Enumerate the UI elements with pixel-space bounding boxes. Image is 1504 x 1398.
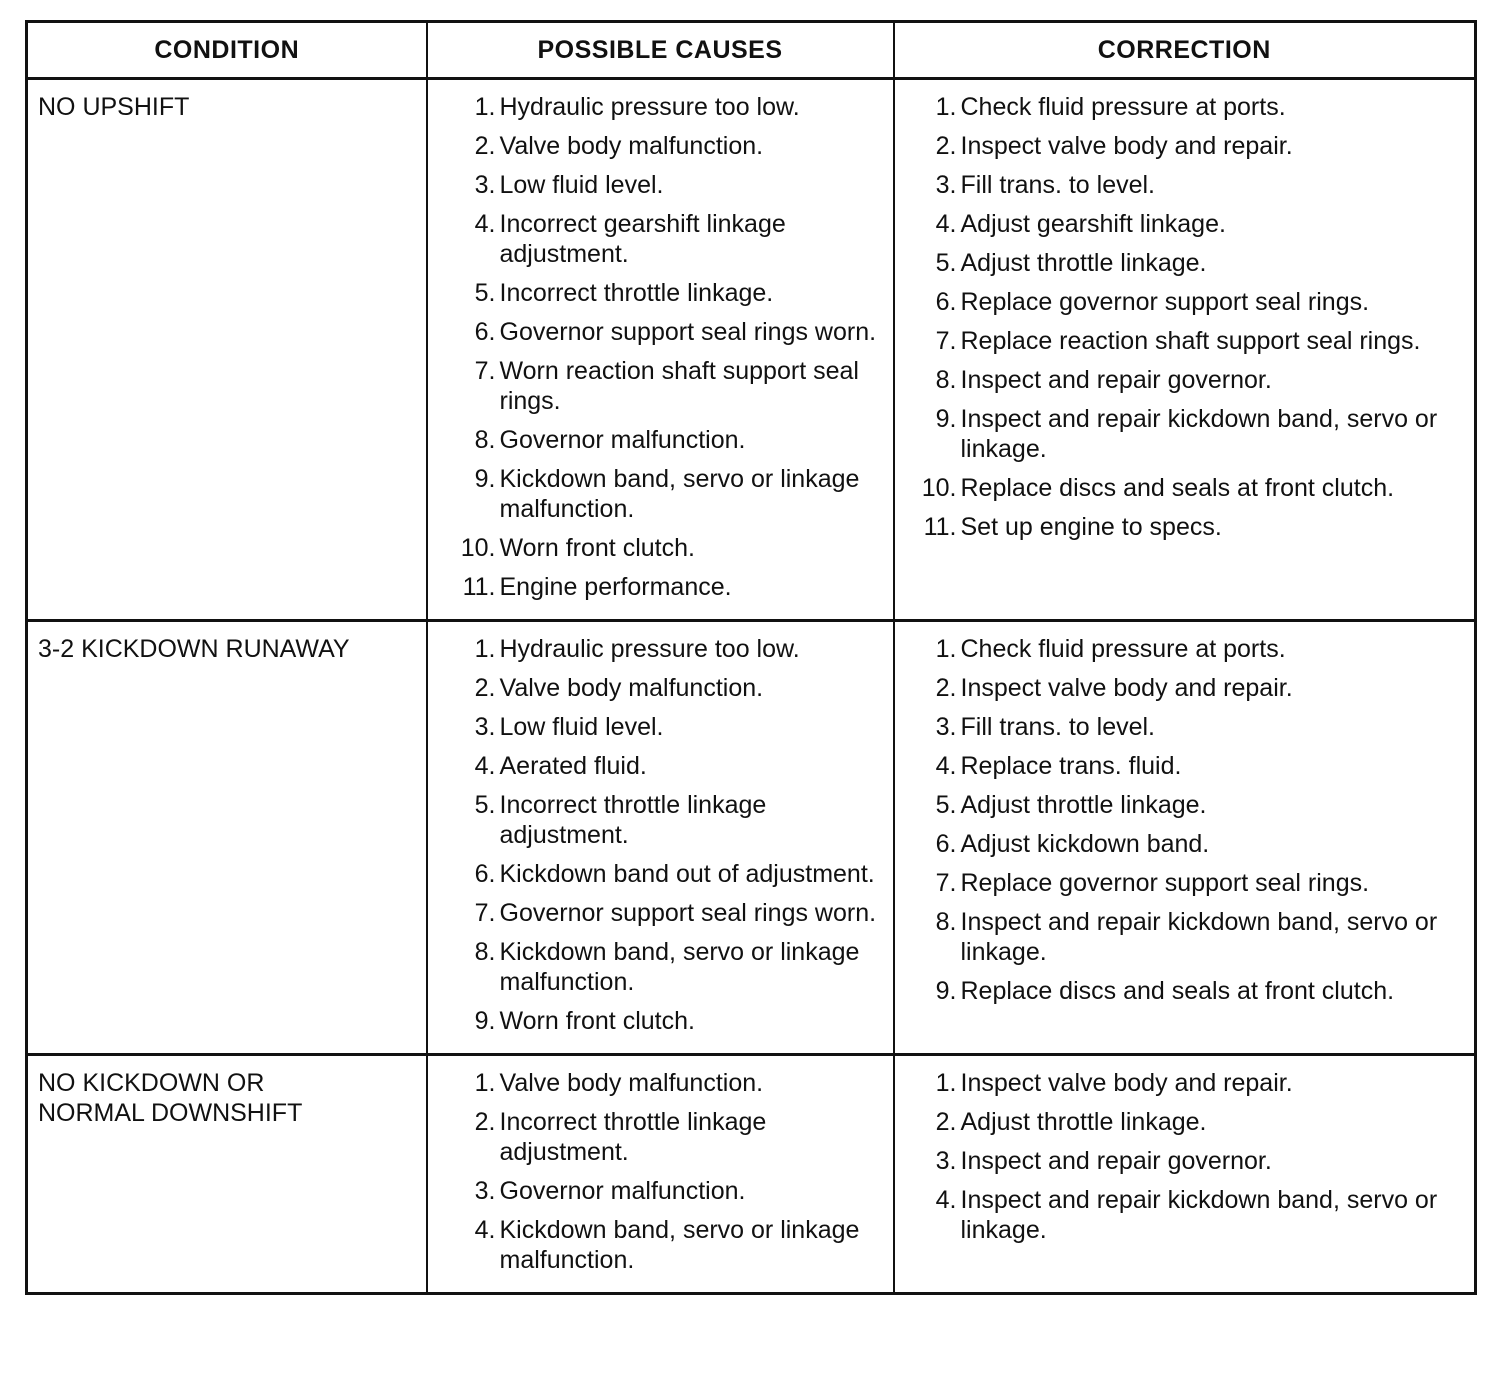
item-text: Replace discs and seals at front clutch.: [960, 977, 1395, 1005]
item-number: 1.: [935, 1069, 957, 1097]
item-text: Valve body malfunction.: [499, 132, 764, 160]
cause-item: [448, 356, 887, 416]
item-number: 7.: [935, 869, 957, 897]
item-number: 5.: [935, 249, 957, 277]
item-text: Adjust throttle linkage.: [960, 249, 1207, 277]
header-condition: CONDITION: [27, 22, 427, 79]
item-text: Set up engine to specs.: [960, 513, 1222, 541]
item-number: 9.: [474, 465, 496, 493]
item-text: Adjust gearshift linkage.: [960, 210, 1226, 238]
item-text: Incorrect throttle linkage adjustment.: [499, 1108, 767, 1166]
causes-cell: [427, 621, 894, 1055]
item-number: 2.: [935, 674, 957, 702]
correction-item: [909, 512, 1469, 542]
item-number: 6.: [935, 288, 957, 316]
item-number: 2.: [935, 132, 957, 160]
item-number: 3.: [935, 713, 957, 741]
item-text: Engine performance.: [499, 573, 732, 601]
item-number: 2.: [474, 674, 496, 702]
item-text: Kickdown band, servo or linkage malfunction.: [499, 1216, 860, 1274]
condition-text: 3-2 KICKDOWN RUNAWAY: [38, 635, 350, 663]
correction-item: [909, 1146, 1469, 1176]
item-text: Adjust throttle linkage.: [960, 791, 1207, 819]
item-text: Adjust throttle linkage.: [960, 1108, 1207, 1136]
condition-cell: [27, 79, 427, 621]
item-number: 1.: [474, 635, 496, 663]
item-number: 8.: [935, 908, 957, 936]
item-text: Inspect and repair kickdown band, servo or linkage.: [960, 405, 1438, 463]
correction-item: [909, 790, 1469, 820]
item-number: 4.: [474, 1216, 496, 1244]
item-text: Hydraulic pressure too low.: [499, 635, 800, 663]
cause-item: [448, 425, 887, 455]
cause-item: [448, 790, 887, 850]
cause-item: [448, 1215, 887, 1275]
item-number: 8.: [474, 938, 496, 966]
item-number: 2.: [474, 132, 496, 160]
item-number: 5.: [474, 279, 496, 307]
item-text: Incorrect throttle linkage adjustment.: [499, 791, 767, 849]
item-text: Adjust kickdown band.: [960, 830, 1210, 858]
item-text: Check fluid pressure at ports.: [960, 635, 1286, 663]
item-text: Worn front clutch.: [499, 534, 695, 562]
item-text: Fill trans. to level.: [960, 171, 1156, 199]
item-text: Replace discs and seals at front clutch.: [960, 474, 1395, 502]
correction-cell: [894, 79, 1476, 621]
item-number: 11.: [923, 513, 957, 541]
item-number: 3.: [474, 713, 496, 741]
item-number: 2.: [935, 1108, 957, 1136]
causes-cell: [427, 79, 894, 621]
condition-cell: [27, 1055, 427, 1294]
item-number: 5.: [935, 791, 957, 819]
condition-text: NO KICKDOWN OR NORMAL DOWNSHIFT: [38, 1069, 303, 1127]
correction-item: [909, 907, 1469, 967]
cause-item: [448, 937, 887, 997]
item-number: 7.: [935, 327, 957, 355]
cause-item: [448, 1107, 887, 1167]
item-text: Inspect valve body and repair.: [960, 674, 1293, 702]
item-text: Replace reaction shaft support seal rings.: [960, 327, 1421, 355]
item-number: 5.: [474, 791, 496, 819]
item-number: 9.: [935, 977, 957, 1005]
item-text: Inspect and repair governor.: [960, 1147, 1272, 1175]
causes-list: [428, 80, 893, 619]
correction-item: [909, 248, 1469, 278]
causes-cell: [427, 1055, 894, 1294]
correction-item: [909, 131, 1469, 161]
item-text: Worn reaction shaft support seal rings.: [499, 357, 859, 415]
condition-text: NO UPSHIFT: [38, 93, 190, 121]
correction-item: [909, 170, 1469, 200]
item-text: Inspect and repair governor.: [960, 366, 1272, 394]
correction-item: [909, 673, 1469, 703]
cause-item: [448, 317, 887, 347]
item-text: Hydraulic pressure too low.: [499, 93, 800, 121]
item-number: 1.: [474, 1069, 496, 1097]
correction-item: [909, 365, 1469, 395]
correction-item: [909, 404, 1469, 464]
item-text: Replace trans. fluid.: [960, 752, 1182, 780]
correction-item: [909, 976, 1469, 1006]
item-text: Incorrect gearshift linkage adjustment.: [499, 210, 786, 268]
cause-item: [448, 751, 887, 781]
item-number: 2.: [474, 1108, 496, 1136]
correction-item: [909, 751, 1469, 781]
header-correction: CORRECTION: [894, 22, 1476, 79]
item-number: 1.: [935, 635, 957, 663]
cause-item: [448, 209, 887, 269]
item-number: 3.: [474, 171, 496, 199]
item-text: Governor malfunction.: [499, 426, 746, 454]
item-number: 10.: [460, 534, 496, 562]
item-number: 11.: [462, 573, 496, 601]
item-text: Inspect valve body and repair.: [960, 1069, 1293, 1097]
item-number: 6.: [474, 860, 496, 888]
causes-list: [428, 622, 893, 1053]
cause-item: [448, 1068, 887, 1098]
causes-list: [428, 1056, 893, 1292]
item-number: 3.: [935, 1147, 957, 1175]
item-text: Replace governor support seal rings.: [960, 288, 1370, 316]
cause-item: [448, 131, 887, 161]
item-text: Inspect and repair kickdown band, servo or linkage.: [960, 1186, 1438, 1244]
item-number: 4.: [474, 752, 496, 780]
item-text: Fill trans. to level.: [960, 713, 1156, 741]
correction-cell: [894, 621, 1476, 1055]
item-text: Valve body malfunction.: [499, 1069, 764, 1097]
item-number: 6.: [935, 830, 957, 858]
correction-item: [909, 1107, 1469, 1137]
cause-item: [448, 278, 887, 308]
item-number: 4.: [935, 1186, 957, 1214]
correction-item: [909, 326, 1469, 356]
corrections-list: [895, 80, 1475, 559]
correction-item: [909, 868, 1469, 898]
correction-item: [909, 92, 1469, 122]
cause-item: [448, 859, 887, 889]
item-text: Inspect and repair kickdown band, servo or linkage.: [960, 908, 1438, 966]
condition-cell: [27, 621, 427, 1055]
diagnosis-table: [25, 20, 1477, 1295]
item-text: Valve body malfunction.: [499, 674, 764, 702]
correction-cell: [894, 1055, 1476, 1294]
correction-item: [909, 829, 1469, 859]
item-number: 10.: [921, 474, 957, 502]
item-number: 4.: [935, 752, 957, 780]
cause-item: [448, 1006, 887, 1036]
correction-item: [909, 287, 1469, 317]
cause-item: [448, 533, 887, 563]
item-text: Replace governor support seal rings.: [960, 869, 1370, 897]
item-number: 3.: [474, 1177, 496, 1205]
table-row: [27, 1055, 1476, 1294]
header-row: [27, 22, 1476, 79]
item-text: Kickdown band out of adjustment.: [499, 860, 875, 888]
item-number: 4.: [474, 210, 496, 238]
correction-item: [909, 1185, 1469, 1245]
item-text: Governor support seal rings worn.: [499, 318, 877, 346]
item-text: Inspect valve body and repair.: [960, 132, 1293, 160]
item-number: 1.: [474, 93, 496, 121]
table-body: [27, 79, 1476, 1294]
correction-item: [909, 209, 1469, 239]
item-text: Governor malfunction.: [499, 1177, 746, 1205]
cause-item: [448, 1176, 887, 1206]
item-number: 3.: [935, 171, 957, 199]
cause-item: [448, 92, 887, 122]
header-possible-causes: POSSIBLE CAUSES: [427, 22, 894, 79]
item-number: 9.: [474, 1007, 496, 1035]
table-row: [27, 79, 1476, 621]
item-number: 8.: [474, 426, 496, 454]
item-number: 9.: [935, 405, 957, 433]
item-text: Check fluid pressure at ports.: [960, 93, 1286, 121]
corrections-list: [895, 1056, 1475, 1262]
item-number: 8.: [935, 366, 957, 394]
table-row: [27, 621, 1476, 1055]
item-number: 7.: [474, 357, 496, 385]
cause-item: [448, 170, 887, 200]
cause-item: [448, 634, 887, 664]
item-text: Low fluid level.: [499, 713, 664, 741]
item-number: 1.: [935, 93, 957, 121]
corrections-list: [895, 622, 1475, 1023]
correction-item: [909, 1068, 1469, 1098]
item-text: Low fluid level.: [499, 171, 664, 199]
item-text: Governor support seal rings worn.: [499, 899, 877, 927]
correction-item: [909, 473, 1469, 503]
item-number: 4.: [935, 210, 957, 238]
item-text: Worn front clutch.: [499, 1007, 695, 1035]
cause-item: [448, 712, 887, 742]
item-text: Kickdown band, servo or linkage malfunction.: [499, 938, 860, 996]
item-text: Kickdown band, servo or linkage malfunction.: [499, 465, 860, 523]
correction-item: [909, 634, 1469, 664]
cause-item: [448, 898, 887, 928]
cause-item: [448, 572, 887, 602]
item-number: 6.: [474, 318, 496, 346]
item-text: Aerated fluid.: [499, 752, 647, 780]
cause-item: [448, 464, 887, 524]
item-text: Incorrect throttle linkage.: [499, 279, 774, 307]
correction-item: [909, 712, 1469, 742]
cause-item: [448, 673, 887, 703]
item-number: 7.: [474, 899, 496, 927]
